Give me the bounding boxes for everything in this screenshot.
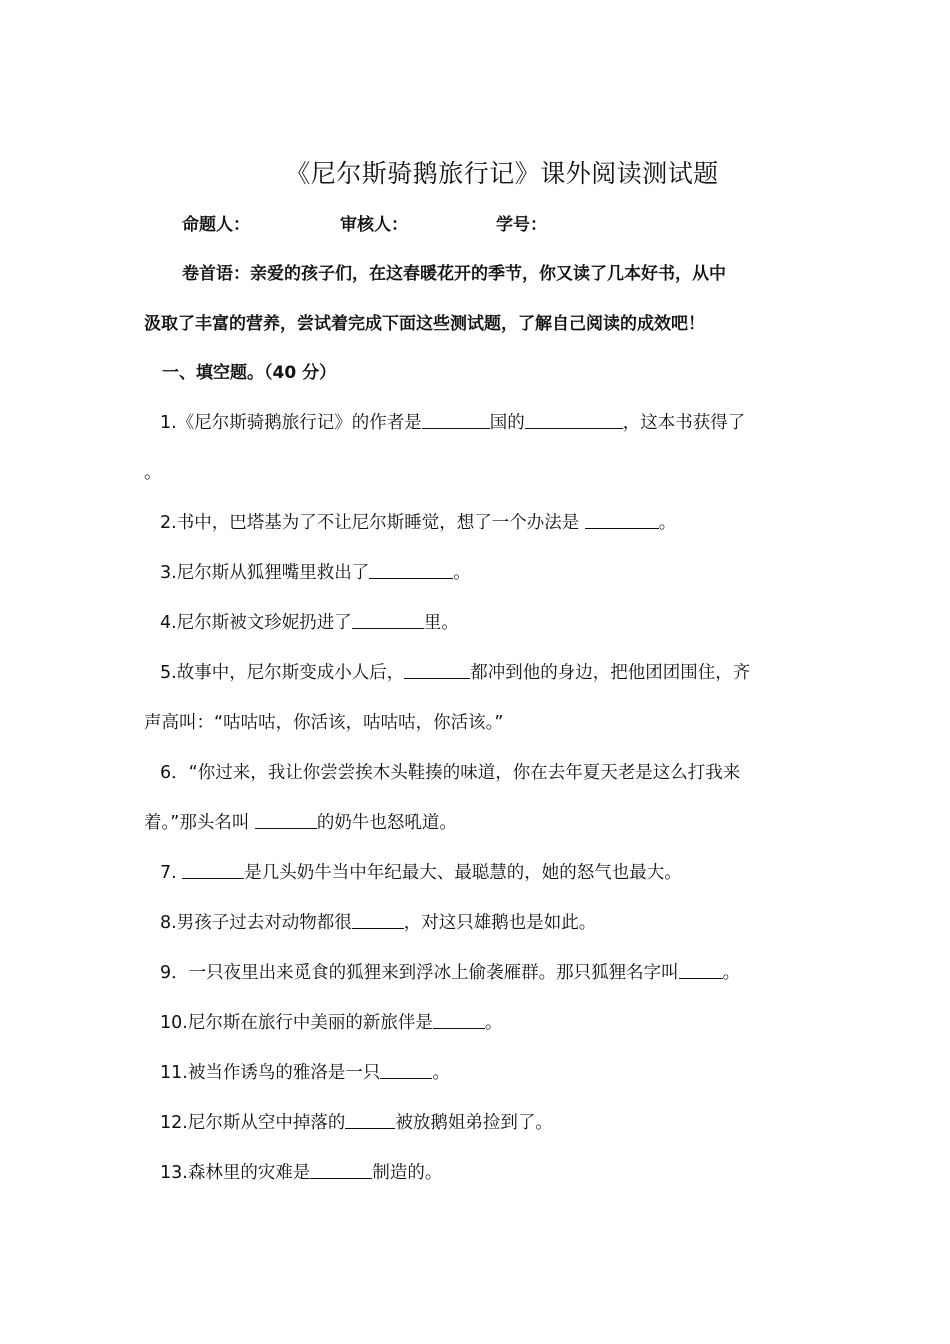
answer-blank[interactable] bbox=[679, 959, 723, 979]
intro-line-2: 汲取了丰富的营养，尝试着完成下面这些测试题，了解自己阅读的成效吧！ bbox=[144, 314, 705, 334]
question-12: 12.尼尔斯从空中掉落的 被放鹅姐弟捡到了。 bbox=[160, 1108, 553, 1138]
question-1-continued: 。 bbox=[144, 463, 162, 483]
answer-blank[interactable] bbox=[345, 1109, 395, 1129]
question-2: 2.书中，巴塔基为了不让尼尔斯睡觉，想了一个办法是 。 bbox=[160, 508, 676, 538]
answer-blank[interactable] bbox=[585, 509, 659, 529]
question-5-continued: 声高叫：“咕咕咕，你活该，咕咕咕，你活该。” bbox=[144, 713, 504, 733]
answer-blank[interactable] bbox=[255, 809, 317, 829]
reviewer-label: 审核人： bbox=[340, 215, 408, 235]
intro-line-1: 卷首语：亲爱的孩子们，在这春暖花开的季节，你又读了几本好书，从中 bbox=[182, 264, 726, 284]
page-title: 《尼尔斯骑鹅旅行记》课外阅读测试题 bbox=[285, 159, 719, 188]
answer-blank[interactable] bbox=[352, 909, 404, 929]
question-6: 6．“你过来，我让你尝尝挨木头鞋揍的味道，你在去年夏天老是这么打我来 bbox=[160, 763, 741, 783]
answer-blank[interactable] bbox=[369, 559, 453, 579]
question-4: 4.尼尔斯被文珍妮扔进了 里。 bbox=[160, 608, 459, 638]
section-heading: 一、填空题。（40 分） bbox=[162, 363, 337, 383]
answer-blank[interactable] bbox=[380, 1059, 432, 1079]
answer-blank[interactable] bbox=[352, 609, 424, 629]
question-13: 13.森林里的灾难是 制造的。 bbox=[160, 1158, 442, 1188]
question-9: 9．一只夜里出来觅食的狐狸来到浮冰上偷袭雁群。那只狐狸名字叫 。 bbox=[160, 958, 740, 988]
answer-blank[interactable] bbox=[422, 409, 490, 429]
author-label: 命题人： bbox=[182, 215, 250, 235]
answer-blank[interactable] bbox=[525, 409, 623, 429]
answer-blank[interactable] bbox=[310, 1159, 372, 1179]
question-7: 7. 是几头奶牛当中年纪最大、最聪慧的，她的怒气也最大。 bbox=[160, 858, 682, 888]
question-10: 10.尼尔斯在旅行中美丽的新旅伴是 。 bbox=[160, 1008, 502, 1038]
question-1: 1.《尼尔斯骑鹅旅行记》的作者是 国的 ，这本书获得了 bbox=[160, 408, 745, 438]
question-11: 11.被当作诱鸟的雅洛是一只 。 bbox=[160, 1058, 450, 1088]
question-5: 5.故事中，尼尔斯变成小人后， 都冲到他的身边，把他团团围住，齐 bbox=[160, 658, 750, 688]
answer-blank[interactable] bbox=[433, 1009, 485, 1029]
question-8: 8.男孩子过去对动物都很 ，对这只雄鹅也是如此。 bbox=[160, 908, 596, 938]
student-id-label: 学号： bbox=[496, 215, 547, 235]
answer-blank[interactable] bbox=[404, 659, 470, 679]
answer-blank[interactable] bbox=[182, 859, 244, 879]
question-6-continued: 着。”那头名叫 的奶牛也怒吼道。 bbox=[144, 808, 457, 838]
question-3: 3.尼尔斯从狐狸嘴里救出了 。 bbox=[160, 558, 471, 588]
